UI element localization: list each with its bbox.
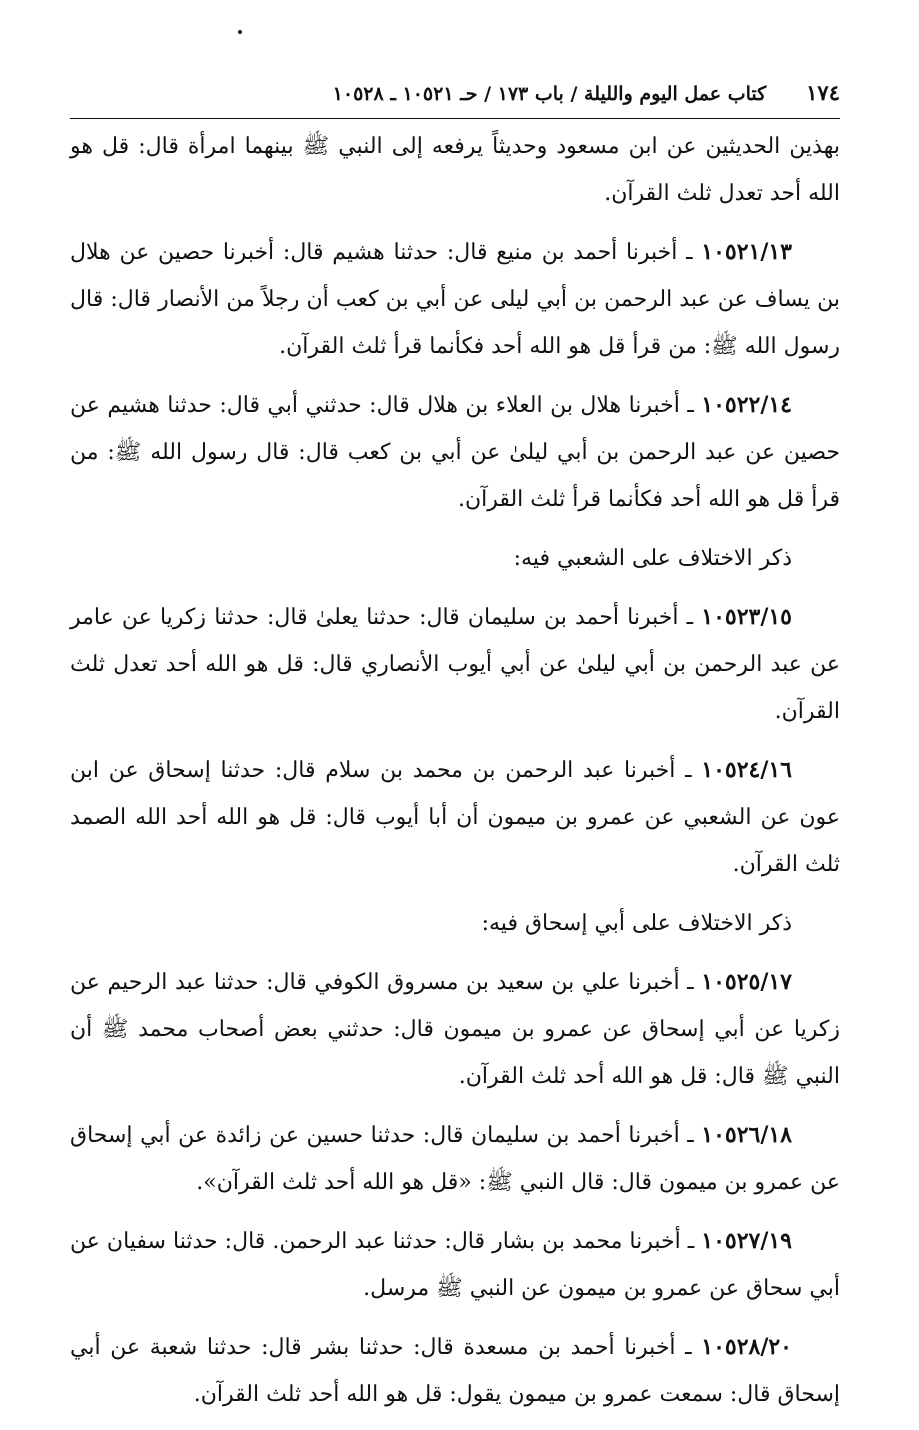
hadith-number: ١٠٥٢٧/١٩ (701, 1228, 792, 1254)
hadith-paragraph (70, 747, 840, 888)
page-number: ١٧٤ (806, 80, 840, 105)
hadith-paragraph (70, 1324, 840, 1418)
hadith-text: ـ أخبرنا محمد بن بشار قال: حدثنا عبد الرحمن. قال: حدثنا سفيان عن أبي سحاق عن عمرو بن ميمون عن النبي ﷺ مرسل. (70, 1229, 840, 1301)
hadith-paragraph (70, 229, 840, 370)
hadith-number: ١٠٥٢٥/١٧ (701, 969, 792, 995)
hadith-text: ـ أخبرنا عبد الرحمن بن محمد بن سلام قال: حدثنا إسحاق عن ابن عون عن الشعبي عن عمرو بن ميمون أن أبا أيوب قال: قل هو الله أحد الله الصمد ثلث القرآن. (70, 758, 840, 877)
hadith-number: ١٠٥٢٢/١٤ (701, 392, 792, 418)
hadith-text: ـ أخبرنا أحمد بن سليمان قال: حدثنا حسين عن زائدة عن أبي إسحاق عن عمرو بن ميمون قال: قال النبي ﷺ: «قل هو الله أحد ثلث القرآن». (70, 1123, 840, 1195)
hadith-text: ـ أخبرنا أحمد بن مسعدة قال: حدثنا بشر قال: حدثنا شعبة عن أبي إسحاق قال: سمعت عمرو بن ميمون يقول: قل هو الله أحد ثلث القرآن. (70, 1335, 840, 1407)
hadith-paragraph (70, 1112, 840, 1206)
page-header (70, 80, 840, 119)
hadith-number: ١٠٥٢٤/١٦ (701, 757, 792, 783)
hadith-paragraph (70, 1218, 840, 1312)
hadith-text: ـ أخبرنا أحمد بن سليمان قال: حدثنا يعلىٰ قال: حدثنا زكريا عن عامر عن عبد الرحمن بن أبي ليلىٰ عن أبي أيوب الأنصاري قال: قل هو الله أحد تعدل ثلث القرآن. (70, 605, 840, 724)
hadith-text: ـ أخبرنا هلال بن العلاء بن هلال قال: حدثني أبي قال: حدثنا هشيم عن حصين عن عبد الرحمن بن أبي ليلىٰ عن أبي بن كعب قال: قال رسول الله ﷺ: من قرأ قل هو الله أحد فكأنما قرأ ثلث القرآن. (70, 393, 840, 512)
page-body (70, 123, 840, 1418)
paragraph-text: بهذين الحديثين عن ابن مسعود وحديثاً يرفعه إلى النبي ﷺ بينهما امرأة قال: قل هو الله أحد تعدل ثلث القرآن. (70, 134, 840, 206)
hadith-number: ١٠٥٢١/١٣ (701, 239, 792, 265)
hadith-paragraph (70, 382, 840, 523)
hadith-paragraph (70, 959, 840, 1100)
hadith-paragraph (70, 594, 840, 735)
page (70, 80, 840, 1430)
hadith-text: ـ أخبرنا علي بن سعيد بن مسروق الكوفي قال: حدثنا عبد الرحيم عن زكريا عن أبي إسحاق عن عمرو بن ميمون قال: حدثني بعض أصحاب محمد ﷺ أن النبي ﷺ قال: قل هو الله أحد ثلث القرآن. (70, 970, 840, 1089)
hadith-number: ١٠٥٢٨/٢٠ (701, 1334, 792, 1360)
hadith-number: ١٠٥٢٦/١٨ (701, 1122, 792, 1148)
hadith-text: ـ أخبرنا أحمد بن منيع قال: حدثنا هشيم قال: أخبرنا حصين عن هلال بن يساف عن عبد الرحمن بن أبي ليلى عن أبي بن كعب أن رجلاً من الأنصار قال: قال رسول الله ﷺ: من قرأ قل هو الله أحد فكأنما قرأ ثلث القرآن. (70, 240, 840, 359)
print-dot (238, 30, 242, 34)
section-heading: ذكر الاختلاف على الشعبي فيه: (513, 546, 792, 571)
section-heading: ذكر الاختلاف على أبي إسحاق فيه: (481, 911, 792, 936)
paragraph (70, 123, 840, 217)
running-head: كتاب عمل اليوم والليلة / باب ١٧٣ / حـ ١٠٥٢١ ـ ١٠٥٢٨ (332, 83, 767, 105)
hadith-number: ١٠٥٢٣/١٥ (701, 604, 792, 630)
